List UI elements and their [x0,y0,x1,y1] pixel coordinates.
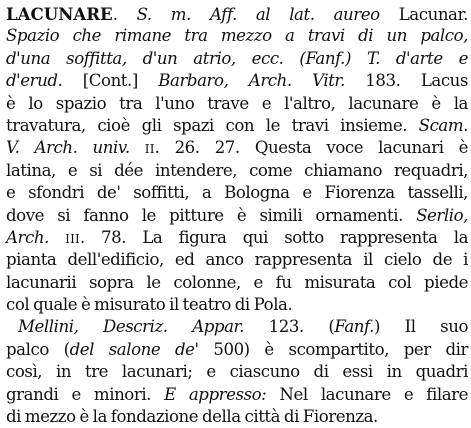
entry-line [6,25,468,47]
quotation-text: lacunarii sopra le colonne, e fu misurata col piede [6,272,468,292]
definition-text: d'una soffitta, d'un atrio, ecc. (Fanf.) T. d'arte e [6,48,468,68]
quotation-text: ) Il suo [373,317,468,337]
quotation-text: E appresso: [164,384,267,404]
quotation-text: col quale è misurato il teatro di Pola. [6,295,293,315]
citation-source: Mellini, Descriz. Appar. [18,317,245,337]
quotation-text: travatura, cioè gli spazi con le travi insieme. [6,115,419,135]
citation-source: Barbaro, Arch. Vitr. [158,71,345,91]
quotation-text: così, in tre lacunari; e ciascuno di essi in quadri [6,362,468,382]
quotation-text: pianta dell'edificio, ed anco rappresenta il cielo de i [6,250,468,270]
citation-source: V. Arch. univ. [6,138,130,158]
quotation-text: latina, e si dée intendere, come chiamano requadri, [6,160,468,180]
quotation-text: . 26. 27. Questa voce lacunari è [154,138,469,158]
grammar-note: S. m. Aff. al lat. aureo [136,5,380,24]
entry-line [6,48,468,70]
citation-source: Fanf. [334,317,374,337]
entry-line [6,93,468,115]
quotation-text: . 78. La figura qui sotto rappresenta la [80,227,469,247]
citation-source: Serlio, [416,205,468,225]
entry-line [6,70,468,92]
entry-line [6,227,468,249]
definition-text: Spazio che rimane tra mezzo a travi di un palco, [6,26,468,46]
quotation-text: Nel lacunare e filare [266,384,468,404]
entry-line [6,384,468,406]
entry-line [6,137,468,159]
entry-line [6,249,468,271]
volume-numeral: ii [144,138,155,158]
text-run: 123. ( [244,317,335,337]
entry-line [6,160,468,182]
entry-line [6,205,468,227]
quotation-text: di mezzo è la fondazione della città di Fiorenza. [6,407,378,427]
quotation-text: è lo spazio tra l'uno trave e l'altro, lacunare è la [6,93,468,113]
entry-line [6,182,468,204]
citation-source: Arch. [6,227,49,247]
text-run [49,228,65,247]
text-run: d'erud. [6,71,63,91]
quotation-text: palco ( [6,339,70,359]
text-run: [Cont.] [62,71,159,91]
text-run: . [112,5,137,24]
entry-line [6,316,468,338]
text-run: Lacunar. [379,5,468,24]
entry-line [6,406,468,428]
quotation-text: 500) è scompartito, per dir [198,339,468,359]
citation-source: Scam. [418,115,468,135]
text-run [130,138,145,157]
quotation-text: del salone de' [69,339,199,359]
quotation-text: grandi e minori. [6,384,165,404]
text-run: 183. Lacus [344,71,468,91]
entry-line [6,361,468,383]
entry-line [6,272,468,294]
entry-line [6,115,468,137]
entry-headword: LACUNARE [6,4,113,24]
dictionary-entry [6,3,468,428]
entry-line [6,294,468,316]
quotation-text: dove si fanno le pitture è simili ornamenti. [6,205,417,225]
entry-line [6,339,468,361]
quotation-text: e sfondri de' soffitti, a Bologna e Fiorenza tasselli, [6,183,468,203]
entry-line [6,3,468,25]
volume-numeral: iii [65,227,80,247]
